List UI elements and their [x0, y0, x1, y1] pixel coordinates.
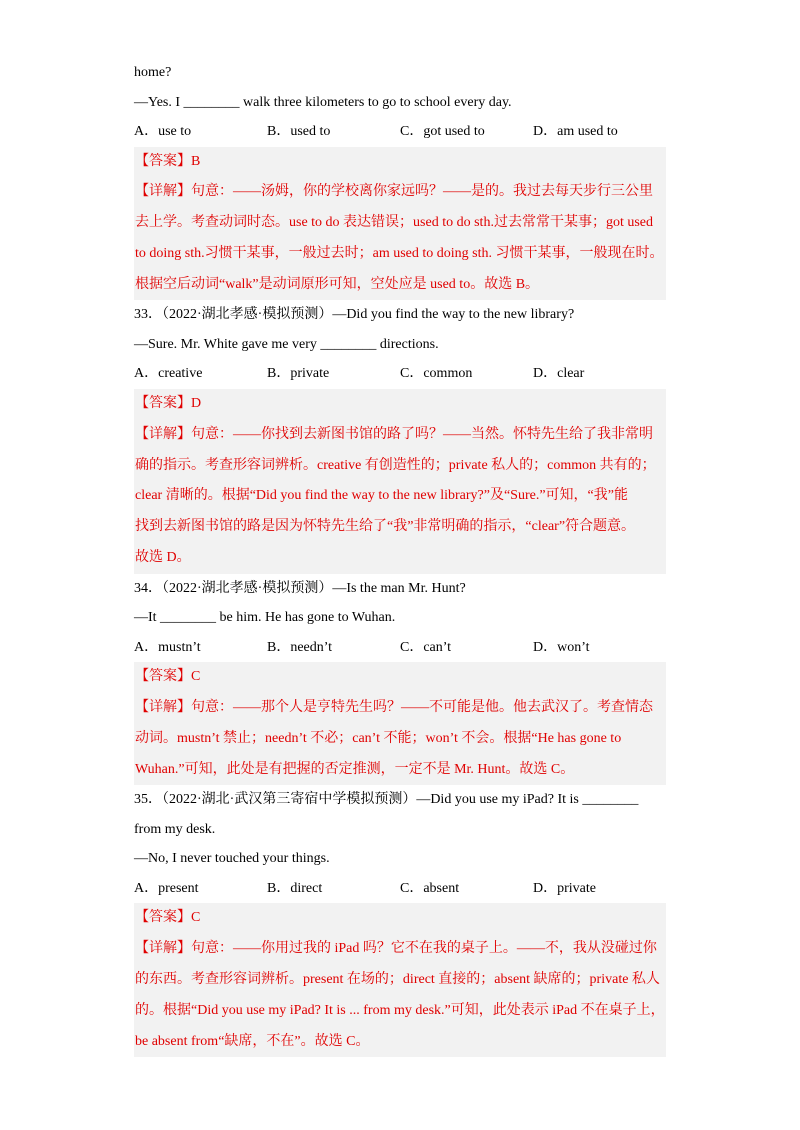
option-c: C．absent [400, 880, 460, 896]
options-row [134, 359, 666, 389]
detail-line: 动词。mustn’t 禁止；needn’t 不必；can’t 不能；won’t 不会。根据“He has gone to [135, 730, 622, 746]
option-b: B．used to [267, 124, 331, 139]
question-line: ―Yes. I ________ walk three kilometers to go to school every day. [134, 94, 512, 110]
question-35 [134, 785, 666, 1057]
option-d: D．clear [533, 366, 585, 382]
option-d: D．am used to [533, 124, 618, 139]
detail-line: 去上学。考查动词时态。use to do 表达错误；used to do sth.过去常常干某事；got used [135, 215, 653, 231]
detail-line: 的东西。考查形容词辨析。present 在场的；direct 直接的；absent 缺席的；private 私人 [135, 972, 660, 988]
option-a: A．creative [134, 366, 203, 382]
option-c: C．got used to [400, 124, 485, 139]
option-a: A．use to [134, 124, 192, 139]
answer-line: 【答案】D [135, 395, 202, 411]
option-a: A．present [134, 880, 199, 896]
option-d: D．private [533, 880, 596, 896]
answer-block [134, 903, 666, 1057]
detail-line: 确的指示。考查形容词辨析。creative 有创造性的；private 私人的；common 共有的； [135, 457, 656, 473]
question-stem: 35．（2022·湖北·武汉第三寄宿中学模拟预测）—Did you use my iPad? It is ________ [134, 792, 639, 808]
answer-block [134, 389, 666, 574]
answer-line: 【答案】C [135, 910, 201, 926]
detail-line: 【详解】句意：——那个人是亨特先生吗？——不可能是他。他去武汉了。考查情态 [135, 700, 653, 716]
option-a: A．mustn’t [134, 639, 201, 655]
detail-line: 根据空后动词“walk”是动词原形可知，空处应是 used to。故选 B。 [135, 276, 540, 292]
question-32 [134, 58, 666, 300]
question-stem-tail: home? [134, 65, 172, 80]
question-line: —It ________ be him. He has gone to Wuhan. [134, 610, 396, 626]
detail-line: 【详解】句意：——你找到去新图书馆的路了吗？——当然。怀特先生给了我非常明 [135, 426, 653, 442]
option-b: B．needn’t [267, 639, 333, 655]
question-34 [134, 574, 666, 786]
option-b: B．private [267, 366, 330, 382]
options-row [134, 874, 666, 904]
options-row [134, 117, 666, 147]
option-c: C．can’t [400, 639, 452, 655]
detail-line: clear 清晰的。根据“Did you find the way to the new library?”及“Sure.”可知，“我”能 [135, 488, 628, 504]
answer-line: 【答案】B [135, 153, 201, 169]
document-content [134, 58, 666, 1057]
answer-line: 【答案】C [135, 669, 201, 685]
detail-line: to doing sth.习惯干某事，一般过去时；am used to doing sth. 习惯干某事，一般现在时。 [135, 245, 664, 261]
question-line: —No, I never touched your things. [134, 851, 330, 867]
detail-line: 找到去新图书馆的路是因为怀特先生给了“我”非常明确的指示，“clear”符合题意。 [135, 519, 636, 535]
question-33 [134, 300, 666, 573]
question-line: from my desk. [134, 821, 216, 837]
answer-block [134, 147, 666, 301]
question-line: —Sure. Mr. White gave me very ________ directions. [134, 336, 439, 352]
option-d: D．won’t [533, 639, 590, 655]
question-stem: 33．（2022·湖北孝感·模拟预测）—Did you find the way to the new library? [134, 307, 575, 323]
options-row [134, 633, 666, 663]
option-c: C．common [400, 366, 473, 382]
detail-line: 故选 D。 [135, 549, 191, 565]
answer-block [134, 662, 666, 785]
detail-line: be absent from“缺席，不在”。故选 C。 [135, 1033, 370, 1049]
detail-line: Wuhan.”可知，此处是有把握的否定推测，一定不是 Mr. Hunt。故选 C。 [135, 761, 575, 777]
question-stem: 34．（2022·湖北孝感·模拟预测）—Is the man Mr. Hunt? [134, 580, 466, 596]
detail-line: 的。根据“Did you use my iPad? It is ... from my desk.”可知，此处表示 iPad 不在桌子上， [135, 1002, 665, 1018]
detail-line: 【详解】句意：——汤姆，你的学校离你家远吗？——是的。我过去每天步行三公里 [135, 184, 653, 200]
detail-line: 【详解】句意：——你用过我的 iPad 吗？它不在我的桌子上。——不，我从没碰过你 [135, 941, 657, 957]
option-b: B．direct [267, 880, 323, 896]
